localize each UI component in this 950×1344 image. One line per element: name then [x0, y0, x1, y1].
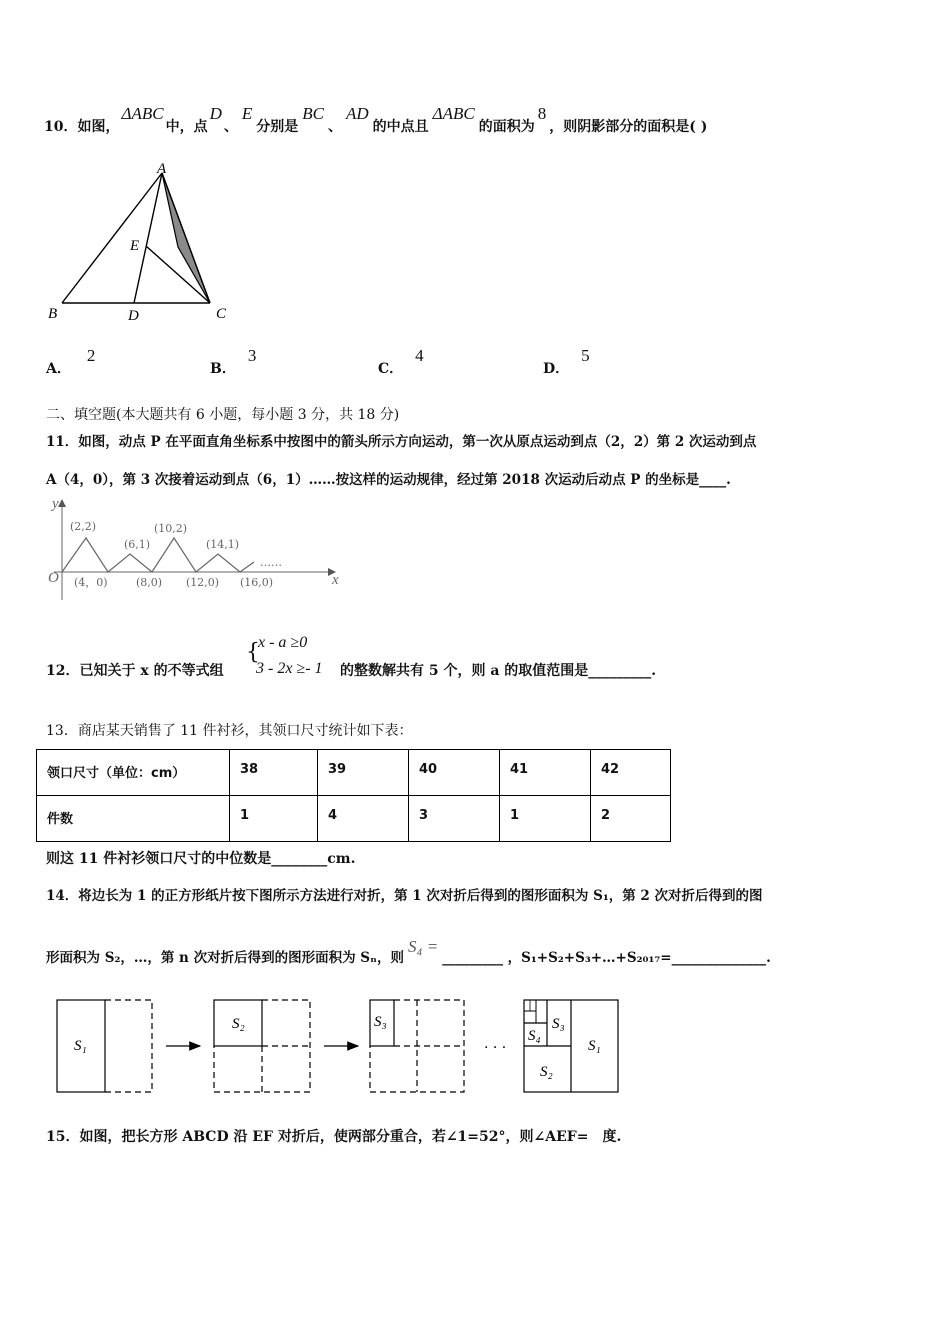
q10-stem: 10．如图，ΔABC中，点D、E分别是BC、AD的中点且ΔABC的面积为8，则阴影部分的面积是( )	[44, 104, 708, 135]
origin-label: O	[48, 570, 59, 586]
point-8-0: (8,0)	[136, 576, 163, 589]
point-12-0: (12,0)	[186, 576, 220, 589]
fig-final-s3: S₃	[552, 1016, 565, 1032]
q15-text: 15．如图，把长方形 ABCD 沿 EF 对折后，使两部分重合，若∠1=52°，则∠AEF= 度.	[46, 1129, 622, 1145]
q11-line2: A（4，0），第 3 次接着运动到点（6，1）……按这样的运动规律，经过第 2018 次运动后动点 P 的坐标是____.	[46, 472, 731, 488]
label-d: D	[128, 308, 139, 324]
fig-s2: S₂	[232, 1016, 245, 1032]
table-cell: 1	[230, 796, 318, 842]
q14-line1: 14．将边长为 1 的正方形纸片按下图所示方法进行对折，第 1 次对折后得到的图形面积为 S₁，第 2 次对折后得到的图	[46, 888, 763, 904]
label-c: C	[216, 306, 227, 322]
y-axis-label: y	[52, 496, 59, 512]
section-title: 二、填空题(本大题共有 6 小题，每小题 3 分，共 18 分)	[46, 407, 400, 423]
q13-intro: 13．商店某天销售了 11 件衬衫，其领口尺寸统计如下表：	[46, 723, 413, 739]
q10-option-c[interactable]: C．4	[378, 346, 424, 377]
table-row	[37, 796, 671, 842]
fig-s1: S₁	[74, 1038, 87, 1054]
q10-option-d[interactable]: D．5	[543, 346, 590, 377]
point-6-1: (6,1)	[124, 538, 151, 551]
collar-size-table	[36, 749, 671, 842]
table-cell: 42	[591, 750, 671, 796]
q11-line1: 11．如图，动点 P 在平面直角坐标系中按图中的箭头所示方向运动，第一次从原点运动到点（2，2）第 2 次运动到点	[46, 434, 757, 450]
fig-dots: · · ·	[484, 1040, 507, 1056]
point-16-0: (16,0)	[240, 576, 274, 589]
x-axis-label: x	[332, 572, 339, 588]
table-cell: 40	[409, 750, 500, 796]
label-a: A	[157, 161, 167, 177]
table-cell: 件数	[37, 796, 230, 842]
table-cell: 领口尺寸（单位：cm）	[37, 750, 230, 796]
point-10-2: (10,2)	[154, 522, 188, 535]
table-cell: 1	[500, 796, 591, 842]
fig-final-s1: S₁	[588, 1038, 601, 1054]
q11-zigzag-figure	[40, 496, 350, 606]
point-2-2: (2,2)	[70, 520, 97, 533]
q13-outro: 则这 11 件衬衫领口尺寸的中位数是________cm.	[46, 851, 356, 867]
continuation-dots: ……	[260, 556, 282, 569]
q12-pre: 12．已知关于 x 的不等式组	[46, 663, 224, 679]
brace-icon: {	[246, 640, 260, 665]
table-cell: 2	[591, 796, 671, 842]
q12-post: 的整数解共有 5 个，则 a 的取值范围是_________.	[340, 663, 657, 679]
q14-folding-figure	[52, 994, 632, 1098]
label-b: B	[48, 306, 58, 322]
q10-triangle-figure	[40, 158, 240, 328]
q12-sys1: x - a ≥0	[258, 634, 308, 651]
point-4-0: (4，0)	[74, 576, 108, 589]
table-cell: 4	[318, 796, 409, 842]
fig-s3: S₃	[374, 1014, 387, 1030]
q12-sys2: 3 - 2x ≥- 1	[256, 660, 323, 677]
table-cell: 39	[318, 750, 409, 796]
table-cell: 3	[409, 796, 500, 842]
fig-final-s2: S₂	[540, 1064, 553, 1080]
q10-option-b[interactable]: B．3	[210, 346, 257, 377]
point-14-1: (14,1)	[206, 538, 240, 551]
table-row	[37, 750, 671, 796]
table-cell: 41	[500, 750, 591, 796]
label-e: E	[130, 238, 140, 254]
fig-final-s4: S₄	[528, 1028, 541, 1044]
q10-option-a[interactable]: A．2	[46, 346, 96, 377]
q14-line2: 形面积为 S₂，…，第 n 次对折后得到的图形面积为 Sₙ，则S₄ =_________ ，S₁+S₂+S₃+…+S₂₀₁₇=______________.	[46, 937, 771, 966]
table-cell: 38	[230, 750, 318, 796]
